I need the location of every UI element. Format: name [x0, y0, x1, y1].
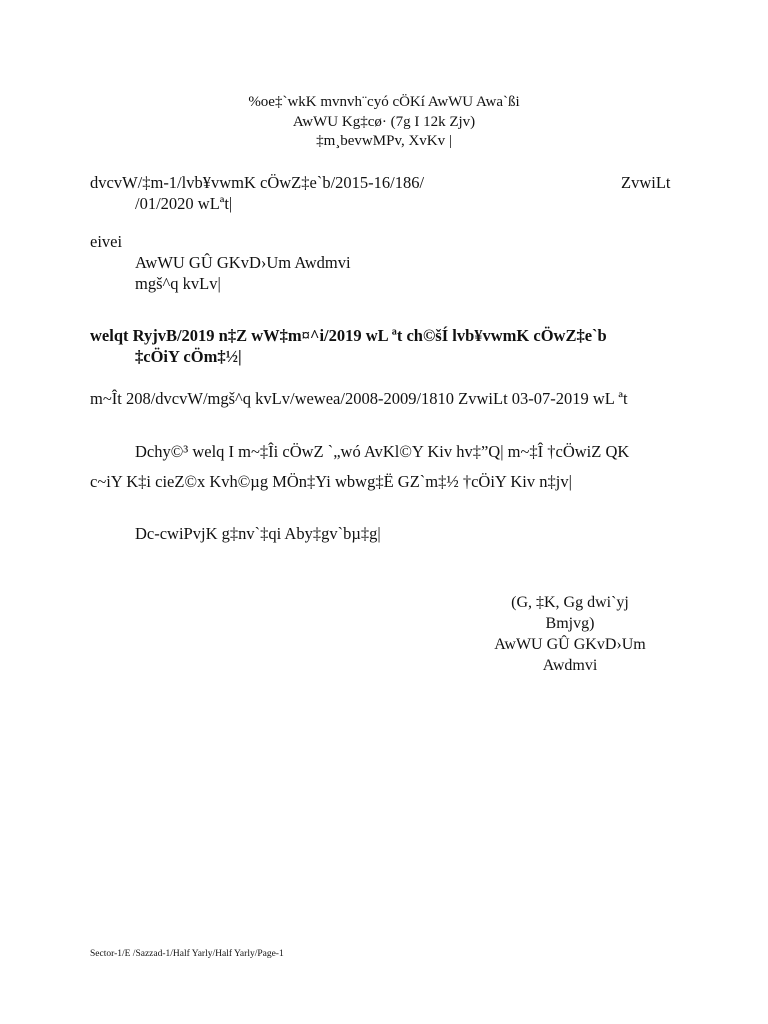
signature-designation-line-2: Awdmvi	[542, 657, 598, 674]
reference-line: m~Ît 208/dvcvW/mgš^q kvLv/wewea/2008-2009/1810 ZvwiLt 03-07-2019 wL ªt	[90, 389, 628, 408]
recipient-section: mgš^q kvLv|	[135, 274, 221, 293]
recipient-designation: AwWU GÛ GKvD›Um Awdmvi	[135, 253, 351, 272]
header-address-line: ‡m¸bevwMPv, XvKv |	[316, 133, 452, 149]
signature-designation-line-1: AwWU GÛ GKvD›Um	[494, 636, 646, 653]
recipient-to-label: eivei	[90, 232, 123, 251]
subject-line-continued: ‡cÖiY cÖm‡½|	[135, 347, 242, 366]
subject-line: welqt RyjvB/2019 n‡Z wW‡m¤^i/2019 wL ªt ch©šÍ lvb¥vwmK cÖwZ‡e`b	[90, 326, 607, 345]
memo-reference-number: dvcvW/‡m-1/lvb¥vwmK cÖwZ‡e`b/2015-16/186/	[90, 173, 425, 192]
page-footer: Sector-1/E /Sazzad-1/Half Yarly/Half Yarly/Page-1	[90, 949, 284, 959]
memo-date-label: ZvwiLt	[621, 173, 671, 192]
header-building-line: AwWU Kg‡cø· (7g I 12k Zjv)	[292, 114, 476, 130]
signature-name-line-1: (G, ‡K, Gg dwi`yj	[511, 594, 629, 611]
header-office-line: %oe‡`wkK mvnvh¨cyó cÖKí AwWU Awa`ßi	[248, 94, 520, 110]
approval-line: Dc-cwiPvjK g‡nv`‡qi Aby‡gv`bµ‡g|	[135, 524, 381, 543]
body-paragraph-line-2: c~iY K‡i cieZ©x Kvh©µg MÖn‡Yi wbwg‡Ë GZ`m‡½ †cÖiY Kiv n‡jv|	[90, 472, 572, 491]
body-paragraph-line-1: Dchy©³ welq I m~‡Îi cÖwZ `„wó AvKl©Y Kiv hv‡”Q| m~‡Î †cÖwiZ QK	[135, 442, 630, 461]
memo-date: /01/2020 wLªt|	[135, 194, 233, 213]
signature-name-line-2: Bmjvg)	[545, 615, 595, 632]
